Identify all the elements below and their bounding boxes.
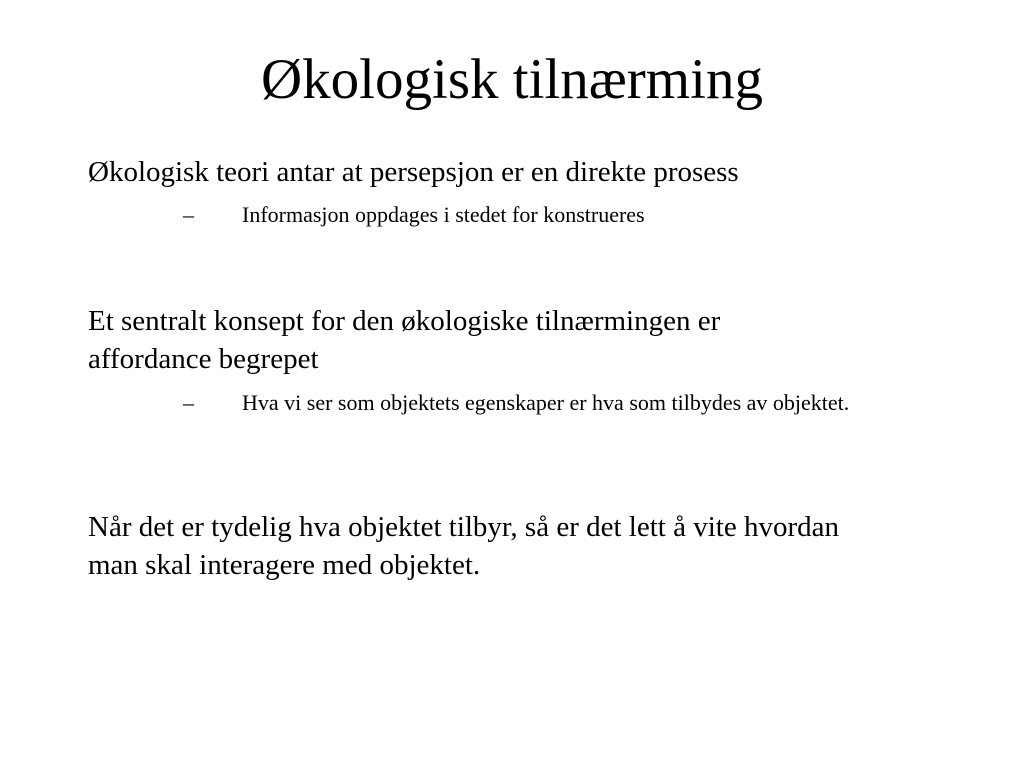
sub-bullet-1 [183,200,883,229]
bullet-point-1: Økologisk teori antar at persepsjon er en direkte prosess [88,156,739,188]
slide-title: Økologisk tilnærming [261,48,763,111]
sub-bullet-2 [183,388,883,417]
dash-marker: – [183,202,194,227]
sub-bullet-2-text: Hva vi ser som objektets egenskaper er hva som tilbydes av objektet. [242,390,850,415]
bullet-point-2: Et sentralt konsept for den økologiske tilnærmingen er affordance begrepet [88,305,721,375]
bullet-point-3: Når det er tydelig hva objektet tilbyr, så er det lett å vite hvordan man skal interagere med objektet. [88,511,839,581]
sub-bullet-1-text: Informasjon oppdages i stedet for konstrueres [242,202,645,227]
dash-marker: – [183,390,194,415]
